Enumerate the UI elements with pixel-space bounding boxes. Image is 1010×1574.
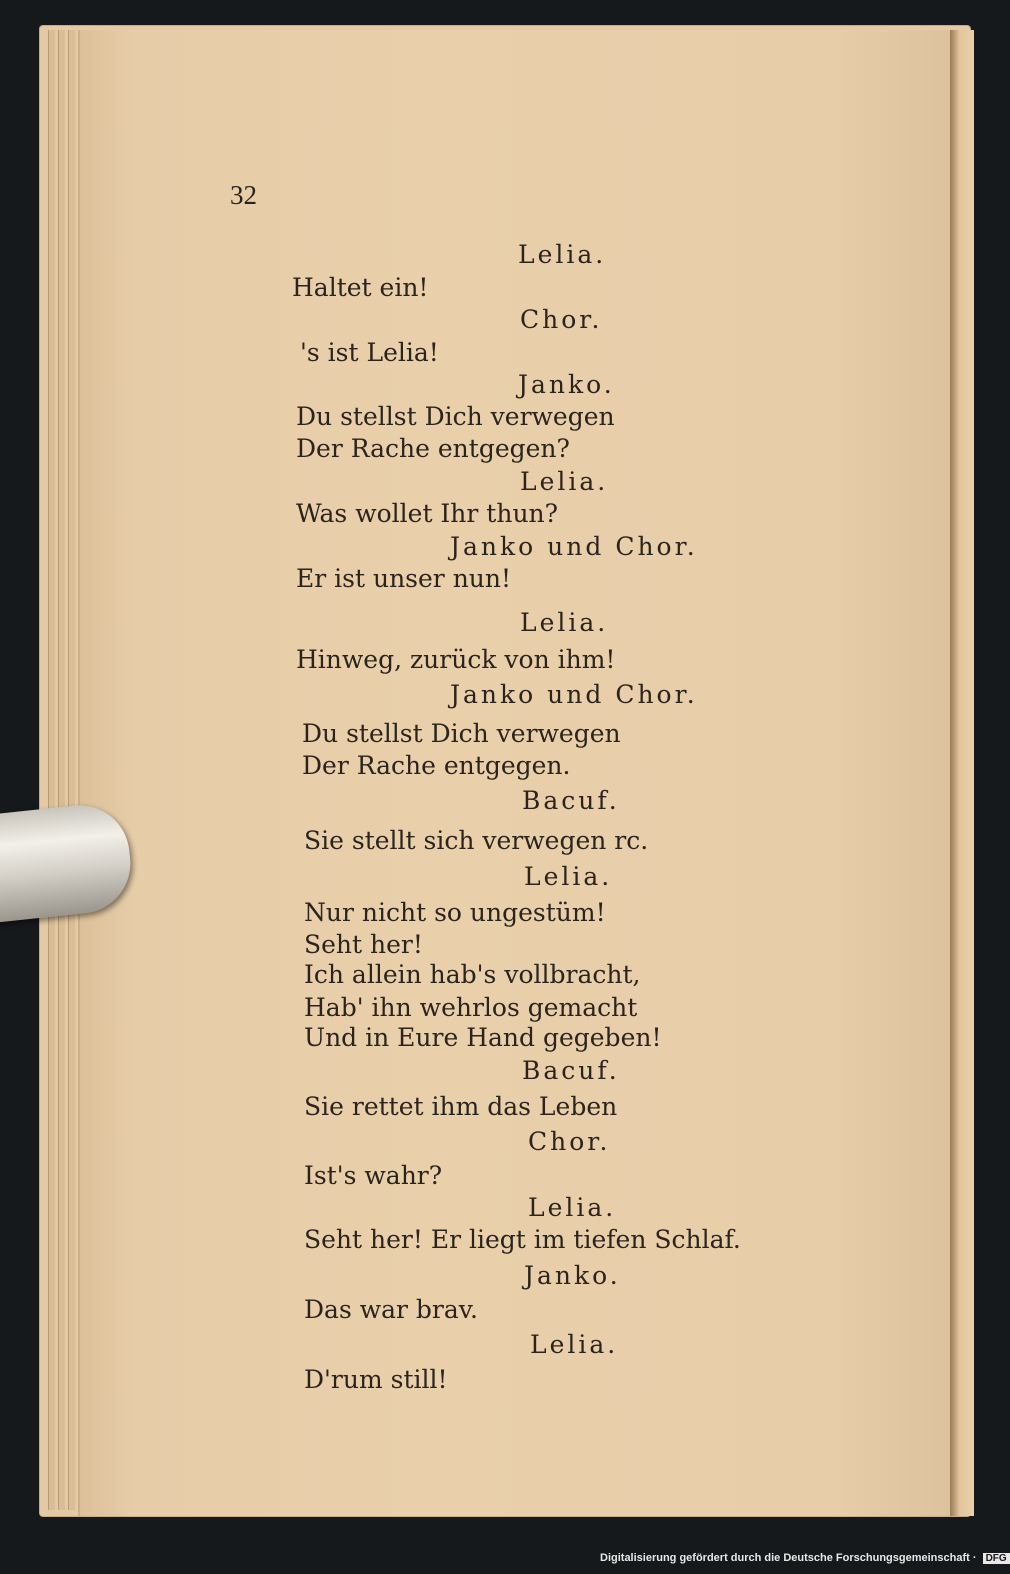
speaker-name: Lelia. — [520, 467, 609, 496]
verse-line: Sie stellt sich verwegen rc. — [304, 826, 649, 855]
page-edge — [58, 30, 65, 1510]
speaker-name: Lelia. — [528, 1193, 617, 1222]
verse-line: Der Rache entgegen? — [296, 434, 570, 463]
speaker-name: Lelia. — [524, 862, 613, 891]
verse-line: 's ist Lelia! — [300, 338, 439, 367]
speaker-name: Lelia. — [520, 608, 609, 637]
speaker-name: Chor. — [520, 305, 603, 334]
verse-line: Sie rettet ihm das Leben — [304, 1092, 618, 1121]
verse-line: Und in Eure Hand gegeben! — [304, 1023, 662, 1052]
speaker-name: Lelia. — [518, 240, 607, 269]
page-edge — [68, 30, 75, 1510]
verse-line: D'rum still! — [304, 1365, 448, 1394]
speaker-name: Janko. — [524, 1261, 621, 1290]
page-edge — [48, 30, 55, 1510]
verse-line: Der Rache entgegen. — [302, 751, 571, 780]
verse-line: Das war brav. — [304, 1295, 478, 1324]
scan-backdrop-right — [974, 0, 1000, 1574]
footer-credit — [600, 1552, 1010, 1564]
page-number: 32 — [230, 180, 257, 210]
speaker-name: Chor. — [528, 1127, 611, 1156]
verse-line: Seht her! — [304, 930, 423, 959]
dfg-logo: DFG — [983, 1553, 1010, 1564]
footer-text: Digitalisierung gefördert durch die Deutsche Forschungsgemeinschaft · — [600, 1552, 977, 1564]
verse-line: Hinweg, zurück von ihm! — [296, 645, 616, 674]
speaker-name: Lelia. — [530, 1330, 619, 1359]
page-gutter — [950, 30, 974, 1516]
verse-line: Ist's wahr? — [304, 1161, 443, 1190]
speaker-name: Bacuf. — [522, 1056, 620, 1085]
verse-line: Du stellst Dich verwegen — [302, 719, 621, 748]
speaker-name: Janko und Chor. — [450, 532, 698, 561]
verse-line: Du stellst Dich verwegen — [296, 402, 615, 431]
verse-line: Seht her! Er liegt im tiefen Schlaf. — [304, 1225, 741, 1254]
verse-line: Was wollet Ihr thun? — [296, 499, 559, 528]
speaker-name: Bacuf. — [522, 786, 620, 815]
verse-line: Er ist unser nun! — [296, 564, 512, 593]
speaker-name: Janko. — [518, 370, 615, 399]
verse-line: Hab' ihn wehrlos gemacht — [304, 993, 638, 1022]
speaker-name: Janko und Chor. — [450, 680, 698, 709]
verse-line: Haltet ein! — [292, 273, 429, 302]
verse-line: Nur nicht so ungestüm! — [304, 898, 606, 927]
verse-line: Ich allein hab's vollbracht, — [304, 960, 641, 989]
